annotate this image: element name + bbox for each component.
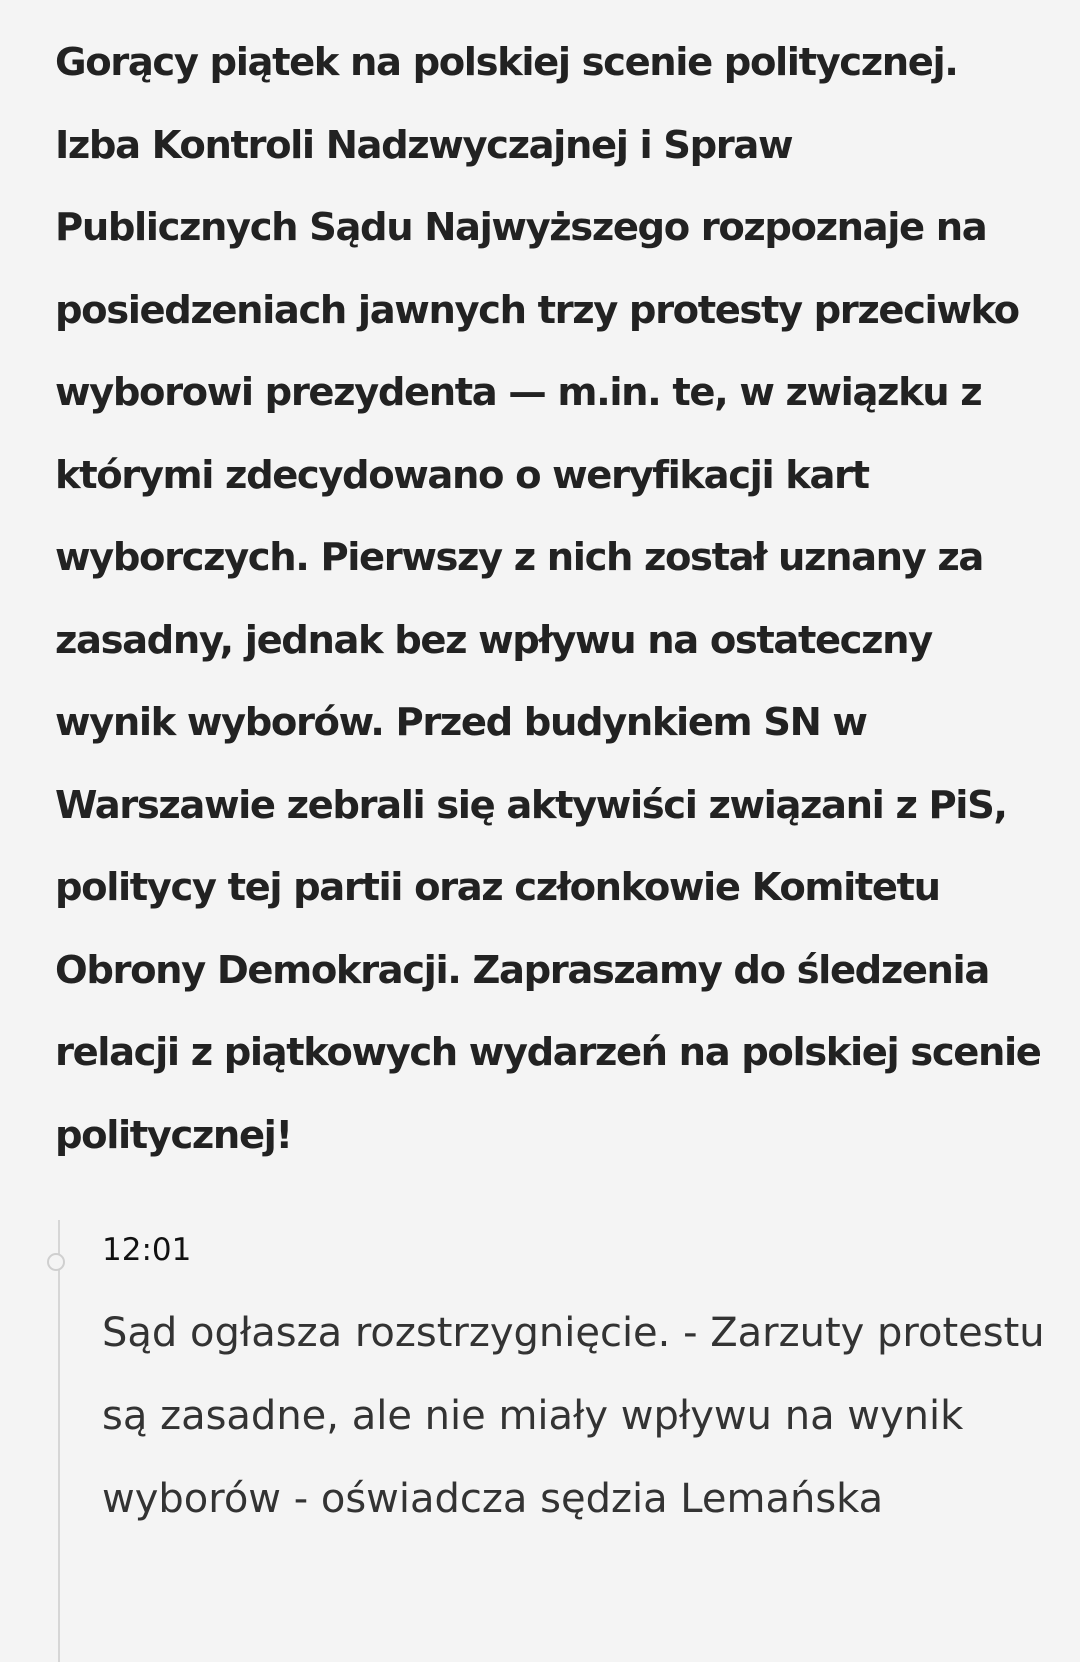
article-lead: Gorący piątek na polskiej scenie politycznej. Izba Kontroli Nadzwyczajnej i Spraw Publicznych Sądu Najwyższego rozpoznaje na posiedzeniach jawnych trzy protesty przeciwko wyborowi prezydenta — m.in. te, w związku z którymi zdecydowano o weryfikacji kart wyborczych. Pierwszy z nich został uznany za zasadny, jednak bez wpływu na ostateczny wynik wyborów. Przed budynkiem SN w Warszawie zebrali się aktywiści związani z PiS, politycy tej partii oraz członkowie Komitetu Obrony Demokracji. Zapraszamy do śledzenia relacji z piątkowych wydarzeń na polskiej scenie politycznej! [55,40,1041,1158]
entry-timestamp: 12:01 [102,1232,192,1268]
entry-text: Sąd ogłasza rozstrzygnięcie. - Zarzuty protestu są zasadne, ale nie miały wpływu na wynik wyborów - oświadcza sędzia Lemańska [102,1310,1045,1522]
timeline-dot-icon [47,1253,65,1271]
timeline-line [58,1222,60,1662]
